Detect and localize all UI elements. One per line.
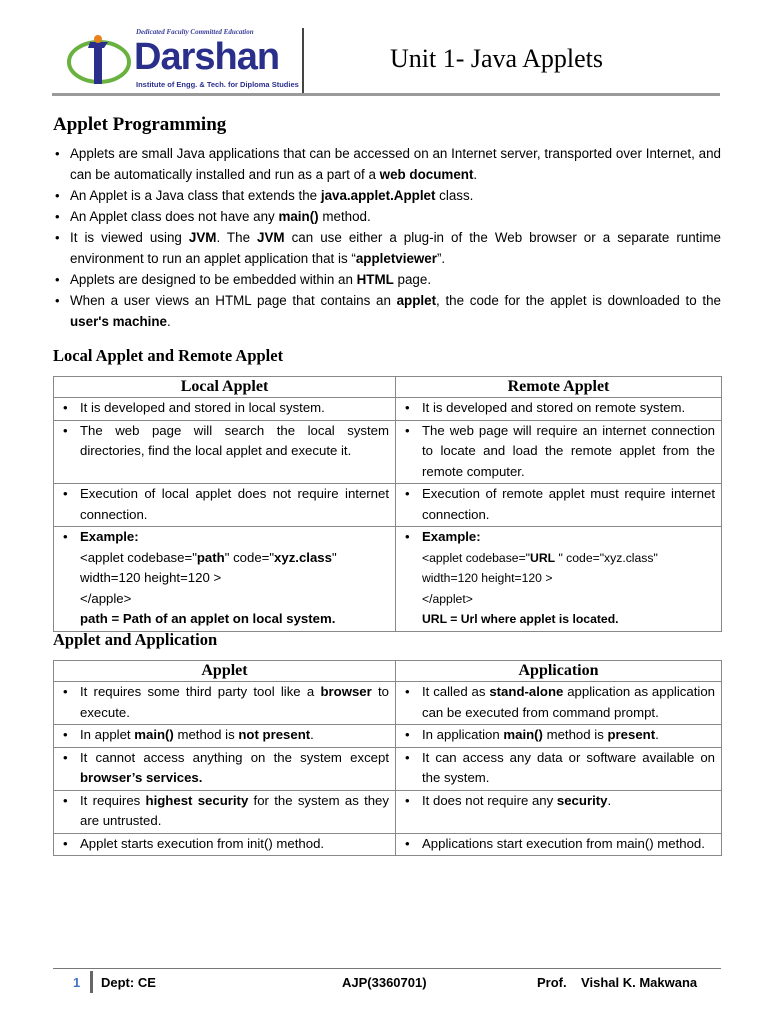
table-cell: • Applet starts execution from init() method. [54,833,396,856]
logo-name: Darshan [134,36,280,78]
column-header-application: Application [396,661,722,682]
table-header-row [54,661,722,682]
column-header-local: Local Applet [54,377,396,398]
table-cell: • Applications start execution from main() method. [396,833,722,856]
table-cell: • It can access any data or software available on the system. [396,747,722,790]
institute-logo [66,28,299,90]
table-header-row [54,377,722,398]
table-row [54,833,722,856]
table-cell: • It is developed and stored in local system. [54,398,396,421]
table-row [54,725,722,748]
section-heading-applet-programming: Applet Programming [53,114,227,135]
table-cell: • The web page will require an internet connection to locate and load the remote applet from the remote computer. [396,420,722,484]
table-cell: • It does not require any security. [396,790,722,833]
applet-application-table [53,660,722,856]
table-cell: • It is developed and stored on remote system. [396,398,722,421]
list-item: • Applets are designed to be embedded within an HTML page. [53,269,721,290]
page-number: 1 [73,975,81,990]
footer-divider [90,971,93,993]
footer-author: Prof. Vishal K. Makwana [537,975,698,990]
applet-programming-list [53,143,721,332]
table-row [54,682,722,725]
table-row [54,790,722,833]
list-item: • It is viewed using JVM. The JVM can use either a plug-in of the Web browser or a separate runtime environment to run an applet application that is “appletviewer”. [53,227,721,269]
column-header-remote: Remote Applet [396,377,722,398]
footer-course: AJP(3360701) [342,975,427,990]
footer-dept: Dept: CE [101,975,156,990]
table-row [54,484,722,527]
section-heading-applet-application: Applet and Application [53,630,218,649]
section-heading-local-remote: Local Applet and Remote Applet [53,346,284,365]
list-item: • An Applet class does not have any main() method. [53,206,721,227]
list-item: • An Applet is a Java class that extends the java.applet.Applet class. [53,185,721,206]
table-row [54,747,722,790]
table-cell: • Execution of remote applet must require internet connection. [396,484,722,527]
table-row-example [54,527,722,632]
unit-title: Unit 1- Java Applets [390,44,604,73]
local-remote-table [53,376,722,632]
header-divider [302,28,304,94]
table-cell: • It requires highest security for the system as they are untrusted. [54,790,396,833]
table-cell: • Execution of local applet does not require internet connection. [54,484,396,527]
logo-subtitle: Institute of Engg. & Tech. for Diploma Studies [136,80,299,89]
list-item: • When a user views an HTML page that contains an applet, the code for the applet is downloaded to the user's machine. [53,290,721,332]
table-cell: • Example: <applet codebase="path" code="xyz.class" width=120 height=120 > </apple> path = Path of an applet on local system. [54,527,396,632]
page-header [52,22,720,98]
table-cell: • In applet main() method is not present. [54,725,396,748]
list-item: • Applets are small Java applications that can be accessed on an Internet server, transported over Internet, and can be automatically installed and run as a part of a web document. [53,143,721,185]
table-cell: • The web page will search the local system directories, find the local applet and execute it. [54,420,396,484]
table-cell: • In application main() method is present. [396,725,722,748]
table-cell: • It requires some third party tool like a browser to execute. [54,682,396,725]
page-footer [53,968,721,994]
header-rule [52,93,720,96]
table-cell: • It called as stand-alone application as application can be executed from command prompt. [396,682,722,725]
column-header-applet: Applet [54,661,396,682]
logo-tagline: Dedicated Faculty Committed Education [136,28,254,36]
table-cell: • It cannot access anything on the system except browser’s services. [54,747,396,790]
table-cell: • Example: <applet codebase="URL " code="xyz.class" width=120 height=120 > </applet> URL = Url where applet is located. [396,527,722,632]
table-row [54,398,722,421]
table-row [54,420,722,484]
darshan-emblem-icon [66,32,132,90]
